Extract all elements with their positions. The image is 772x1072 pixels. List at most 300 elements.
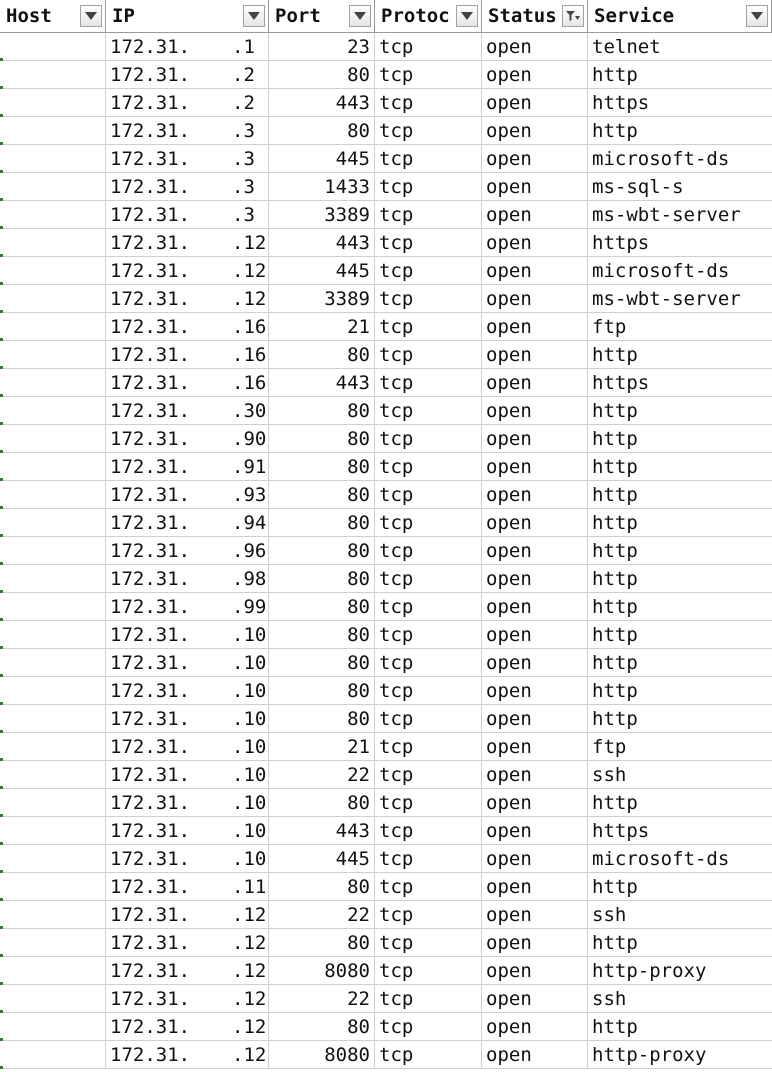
service-cell[interactable]: http: [588, 649, 772, 677]
service-cell[interactable]: ftp: [588, 313, 772, 341]
port-cell[interactable]: 80: [269, 341, 375, 369]
service-cell[interactable]: ms-sql-s: [588, 173, 772, 201]
protocol-cell[interactable]: tcp: [375, 1041, 482, 1069]
ip-prefix: 172.31.: [110, 92, 191, 114]
table-row: [0, 677, 772, 705]
ip-cell[interactable]: [106, 89, 269, 117]
port-cell[interactable]: 8080: [269, 957, 375, 985]
ip-cell[interactable]: [106, 509, 269, 537]
table-row: [0, 285, 772, 313]
status-cell[interactable]: open: [482, 89, 588, 117]
host-cell[interactable]: [0, 89, 106, 117]
ip-suffix: .16: [232, 316, 267, 338]
ip-cell[interactable]: [106, 425, 269, 453]
ip-prefix: 172.31.: [110, 1016, 191, 1038]
table-row: [0, 173, 772, 201]
protocol-cell[interactable]: tcp: [375, 453, 482, 481]
ip-prefix: 172.31.: [110, 232, 191, 254]
port-cell[interactable]: 443: [269, 369, 375, 397]
ip-suffix: .10: [232, 792, 267, 814]
protocol-cell[interactable]: tcp: [375, 201, 482, 229]
host-cell[interactable]: [0, 565, 106, 593]
ip-cell[interactable]: [106, 789, 269, 817]
chevron-down-icon: [247, 11, 261, 21]
port-cell[interactable]: 80: [269, 565, 375, 593]
ip-cell[interactable]: [106, 313, 269, 341]
status-cell[interactable]: open: [482, 789, 588, 817]
status-cell[interactable]: open: [482, 677, 588, 705]
table-row: [0, 341, 772, 369]
host-cell[interactable]: [0, 33, 106, 61]
status-cell[interactable]: open: [482, 985, 588, 1013]
ip-suffix: .10: [232, 708, 267, 730]
port-cell[interactable]: 80: [269, 621, 375, 649]
port-cell[interactable]: 80: [269, 705, 375, 733]
port-cell[interactable]: 22: [269, 901, 375, 929]
service-cell[interactable]: http-proxy: [588, 957, 772, 985]
protocol-cell[interactable]: tcp: [375, 621, 482, 649]
protocol-cell[interactable]: tcp: [375, 929, 482, 957]
status-cell[interactable]: open: [482, 425, 588, 453]
protocol-cell[interactable]: tcp: [375, 481, 482, 509]
ip-suffix: .16: [232, 344, 267, 366]
protocol-cell[interactable]: tcp: [375, 817, 482, 845]
status-cell[interactable]: open: [482, 173, 588, 201]
filter-dropdown-button[interactable]: [456, 5, 478, 27]
host-cell[interactable]: [0, 1013, 106, 1041]
filter-active-button[interactable]: [562, 5, 584, 27]
service-cell[interactable]: ftp: [588, 733, 772, 761]
table-row: [0, 89, 772, 117]
protocol-cell[interactable]: tcp: [375, 901, 482, 929]
host-cell[interactable]: [0, 61, 106, 89]
port-cell[interactable]: 80: [269, 789, 375, 817]
port-cell[interactable]: 1433: [269, 173, 375, 201]
ip-cell[interactable]: [106, 201, 269, 229]
port-cell[interactable]: 80: [269, 509, 375, 537]
ip-cell[interactable]: [106, 1013, 269, 1041]
row-marker: [0, 590, 3, 593]
host-cell[interactable]: [0, 985, 106, 1013]
status-cell[interactable]: open: [482, 509, 588, 537]
column-header-port[interactable]: [269, 0, 375, 32]
ip-suffix: .2: [232, 92, 255, 114]
port-cell[interactable]: 443: [269, 229, 375, 257]
ip-cell[interactable]: [106, 481, 269, 509]
ip-cell[interactable]: [106, 873, 269, 901]
ip-suffix: .16: [232, 372, 267, 394]
port-cell[interactable]: 80: [269, 61, 375, 89]
protocol-cell[interactable]: tcp: [375, 873, 482, 901]
host-cell[interactable]: [0, 453, 106, 481]
table-row: [0, 593, 772, 621]
status-cell[interactable]: open: [482, 733, 588, 761]
service-cell[interactable]: https: [588, 817, 772, 845]
column-header-protocol[interactable]: [375, 0, 482, 32]
service-cell[interactable]: http: [588, 453, 772, 481]
filter-dropdown-button[interactable]: [80, 5, 102, 27]
service-cell[interactable]: http: [588, 117, 772, 145]
status-cell[interactable]: open: [482, 257, 588, 285]
ip-prefix: 172.31.: [110, 708, 191, 730]
host-cell[interactable]: [0, 621, 106, 649]
ip-suffix: .3: [232, 120, 255, 142]
ip-cell[interactable]: [106, 705, 269, 733]
ip-prefix: 172.31.: [110, 36, 191, 58]
row-marker: [0, 842, 3, 845]
header-row: [0, 0, 772, 33]
host-cell[interactable]: [0, 509, 106, 537]
protocol-cell[interactable]: tcp: [375, 509, 482, 537]
ip-cell[interactable]: [106, 341, 269, 369]
host-cell[interactable]: [0, 117, 106, 145]
host-cell[interactable]: [0, 789, 106, 817]
row-marker: [0, 254, 3, 257]
ip-cell[interactable]: [106, 61, 269, 89]
ip-prefix: 172.31.: [110, 624, 191, 646]
protocol-cell[interactable]: tcp: [375, 789, 482, 817]
status-cell[interactable]: open: [482, 565, 588, 593]
row-marker: [0, 870, 3, 873]
service-cell[interactable]: http: [588, 397, 772, 425]
status-cell[interactable]: open: [482, 453, 588, 481]
host-cell[interactable]: [0, 845, 106, 873]
ip-prefix: 172.31.: [110, 204, 191, 226]
protocol-cell[interactable]: tcp: [375, 145, 482, 173]
status-cell[interactable]: open: [482, 705, 588, 733]
status-cell[interactable]: open: [482, 229, 588, 257]
row-marker: [0, 646, 3, 649]
service-cell[interactable]: http: [588, 677, 772, 705]
ip-cell[interactable]: [106, 985, 269, 1013]
port-cell[interactable]: 80: [269, 453, 375, 481]
ip-suffix: .96: [232, 540, 267, 562]
status-cell[interactable]: open: [482, 621, 588, 649]
ip-cell[interactable]: [106, 173, 269, 201]
port-cell[interactable]: 445: [269, 257, 375, 285]
protocol-cell[interactable]: tcp: [375, 313, 482, 341]
host-cell[interactable]: [0, 705, 106, 733]
ip-prefix: 172.31.: [110, 120, 191, 142]
service-cell[interactable]: http: [588, 929, 772, 957]
host-cell[interactable]: [0, 677, 106, 705]
host-cell[interactable]: [0, 285, 106, 313]
table-row: [0, 61, 772, 89]
service-cell[interactable]: http: [588, 705, 772, 733]
host-cell[interactable]: [0, 1041, 106, 1069]
column-header-service[interactable]: [588, 0, 772, 32]
port-cell[interactable]: 80: [269, 425, 375, 453]
protocol-cell[interactable]: tcp: [375, 649, 482, 677]
host-cell[interactable]: [0, 229, 106, 257]
protocol-cell[interactable]: tcp: [375, 845, 482, 873]
service-cell[interactable]: https: [588, 369, 772, 397]
port-cell[interactable]: 80: [269, 593, 375, 621]
port-cell[interactable]: 80: [269, 1013, 375, 1041]
protocol-cell[interactable]: tcp: [375, 173, 482, 201]
protocol-cell[interactable]: tcp: [375, 565, 482, 593]
ip-cell[interactable]: [106, 649, 269, 677]
service-cell[interactable]: ssh: [588, 901, 772, 929]
ip-prefix: 172.31.: [110, 540, 191, 562]
status-cell[interactable]: open: [482, 1041, 588, 1069]
host-cell[interactable]: [0, 201, 106, 229]
service-cell[interactable]: http: [588, 341, 772, 369]
status-cell[interactable]: open: [482, 397, 588, 425]
protocol-cell[interactable]: tcp: [375, 117, 482, 145]
host-cell[interactable]: [0, 257, 106, 285]
row-marker: [0, 1066, 3, 1069]
row-marker: [0, 674, 3, 677]
column-header-ip[interactable]: [106, 0, 269, 32]
protocol-cell[interactable]: tcp: [375, 285, 482, 313]
host-cell[interactable]: [0, 873, 106, 901]
ip-cell[interactable]: [106, 845, 269, 873]
host-cell[interactable]: [0, 313, 106, 341]
status-cell[interactable]: open: [482, 817, 588, 845]
column-header-host[interactable]: [0, 0, 106, 32]
host-cell[interactable]: [0, 929, 106, 957]
service-cell[interactable]: http: [588, 537, 772, 565]
status-cell[interactable]: open: [482, 117, 588, 145]
ip-prefix: 172.31.: [110, 456, 191, 478]
host-cell[interactable]: [0, 145, 106, 173]
service-cell[interactable]: https: [588, 229, 772, 257]
row-marker: [0, 814, 3, 817]
service-cell[interactable]: ms-wbt-server: [588, 201, 772, 229]
service-cell[interactable]: ssh: [588, 985, 772, 1013]
table-row: [0, 1041, 772, 1069]
host-cell[interactable]: [0, 901, 106, 929]
service-cell[interactable]: http: [588, 509, 772, 537]
ip-cell[interactable]: [106, 901, 269, 929]
host-cell[interactable]: [0, 369, 106, 397]
port-cell[interactable]: 445: [269, 145, 375, 173]
table-body: [0, 33, 772, 1069]
ip-cell[interactable]: [106, 761, 269, 789]
table-row: [0, 957, 772, 985]
ip-suffix: .10: [232, 652, 267, 674]
filter-dropdown-button[interactable]: [243, 5, 265, 27]
column-header-label: Status: [488, 5, 557, 27]
ip-suffix: .10: [232, 680, 267, 702]
table-row: [0, 145, 772, 173]
ip-suffix: .93: [232, 484, 267, 506]
service-cell[interactable]: http: [588, 593, 772, 621]
ip-cell[interactable]: [106, 817, 269, 845]
port-cell[interactable]: 8080: [269, 1041, 375, 1069]
protocol-cell[interactable]: tcp: [375, 397, 482, 425]
protocol-cell[interactable]: tcp: [375, 761, 482, 789]
row-marker: [0, 394, 3, 397]
ip-cell[interactable]: [106, 33, 269, 61]
ip-cell[interactable]: [106, 957, 269, 985]
ip-cell[interactable]: [106, 677, 269, 705]
service-cell[interactable]: http-proxy: [588, 1041, 772, 1069]
port-cell[interactable]: 21: [269, 733, 375, 761]
row-marker: [0, 926, 3, 929]
protocol-cell[interactable]: tcp: [375, 593, 482, 621]
protocol-cell[interactable]: tcp: [375, 537, 482, 565]
row-marker: [0, 338, 3, 341]
ip-suffix: .3: [232, 204, 255, 226]
filter-dropdown-button[interactable]: [349, 5, 371, 27]
service-cell[interactable]: http: [588, 565, 772, 593]
protocol-cell[interactable]: tcp: [375, 257, 482, 285]
service-cell[interactable]: http: [588, 789, 772, 817]
host-cell[interactable]: [0, 761, 106, 789]
ip-suffix: .12: [232, 288, 267, 310]
host-cell[interactable]: [0, 397, 106, 425]
protocol-cell[interactable]: tcp: [375, 61, 482, 89]
ip-cell[interactable]: [106, 537, 269, 565]
status-cell[interactable]: open: [482, 761, 588, 789]
protocol-cell[interactable]: tcp: [375, 341, 482, 369]
host-cell[interactable]: [0, 173, 106, 201]
port-cell[interactable]: 80: [269, 397, 375, 425]
protocol-cell[interactable]: tcp: [375, 957, 482, 985]
table-row: [0, 453, 772, 481]
table-row: [0, 397, 772, 425]
ip-prefix: 172.31.: [110, 372, 191, 394]
host-cell[interactable]: [0, 733, 106, 761]
service-cell[interactable]: http: [588, 873, 772, 901]
chevron-down-icon: [460, 11, 474, 21]
row-marker: [0, 898, 3, 901]
status-cell[interactable]: open: [482, 537, 588, 565]
status-cell[interactable]: open: [482, 285, 588, 313]
status-cell[interactable]: open: [482, 929, 588, 957]
port-cell[interactable]: 80: [269, 537, 375, 565]
service-cell[interactable]: ms-wbt-server: [588, 285, 772, 313]
host-cell[interactable]: [0, 481, 106, 509]
protocol-cell[interactable]: tcp: [375, 677, 482, 705]
host-cell[interactable]: [0, 957, 106, 985]
port-cell[interactable]: 80: [269, 929, 375, 957]
service-cell[interactable]: http: [588, 61, 772, 89]
protocol-cell[interactable]: tcp: [375, 33, 482, 61]
service-cell[interactable]: http: [588, 481, 772, 509]
port-cell[interactable]: 80: [269, 649, 375, 677]
ip-cell[interactable]: [106, 733, 269, 761]
port-cell[interactable]: 80: [269, 677, 375, 705]
ip-cell[interactable]: [106, 453, 269, 481]
service-cell[interactable]: microsoft-ds: [588, 257, 772, 285]
port-cell[interactable]: 445: [269, 845, 375, 873]
service-cell[interactable]: http: [588, 425, 772, 453]
host-cell[interactable]: [0, 817, 106, 845]
port-cell[interactable]: 3389: [269, 285, 375, 313]
port-cell[interactable]: 80: [269, 873, 375, 901]
service-cell[interactable]: http: [588, 621, 772, 649]
status-cell[interactable]: open: [482, 957, 588, 985]
protocol-cell[interactable]: tcp: [375, 229, 482, 257]
ip-suffix: .12: [232, 260, 267, 282]
service-cell[interactable]: microsoft-ds: [588, 845, 772, 873]
status-cell[interactable]: open: [482, 1013, 588, 1041]
ip-cell[interactable]: [106, 397, 269, 425]
protocol-cell[interactable]: tcp: [375, 89, 482, 117]
protocol-cell[interactable]: tcp: [375, 1013, 482, 1041]
status-cell[interactable]: open: [482, 369, 588, 397]
ip-cell[interactable]: [106, 929, 269, 957]
service-cell[interactable]: telnet: [588, 33, 772, 61]
ip-cell[interactable]: [106, 565, 269, 593]
protocol-cell[interactable]: tcp: [375, 369, 482, 397]
status-cell[interactable]: open: [482, 33, 588, 61]
host-cell[interactable]: [0, 593, 106, 621]
service-cell[interactable]: https: [588, 89, 772, 117]
status-cell[interactable]: open: [482, 481, 588, 509]
service-cell[interactable]: microsoft-ds: [588, 145, 772, 173]
status-cell[interactable]: open: [482, 593, 588, 621]
table-row: [0, 537, 772, 565]
host-cell[interactable]: [0, 425, 106, 453]
port-cell[interactable]: 3389: [269, 201, 375, 229]
table-row: [0, 1013, 772, 1041]
status-cell[interactable]: open: [482, 901, 588, 929]
status-cell[interactable]: open: [482, 61, 588, 89]
status-cell[interactable]: open: [482, 873, 588, 901]
port-cell[interactable]: 23: [269, 33, 375, 61]
ip-cell[interactable]: [106, 1041, 269, 1069]
row-marker: [0, 730, 3, 733]
port-cell[interactable]: 21: [269, 313, 375, 341]
ip-prefix: 172.31.: [110, 288, 191, 310]
port-cell[interactable]: 22: [269, 761, 375, 789]
status-cell[interactable]: open: [482, 341, 588, 369]
host-cell[interactable]: [0, 537, 106, 565]
ip-suffix: .3: [232, 148, 255, 170]
status-cell[interactable]: open: [482, 145, 588, 173]
ip-cell[interactable]: [106, 229, 269, 257]
protocol-cell[interactable]: tcp: [375, 733, 482, 761]
port-cell[interactable]: 80: [269, 117, 375, 145]
service-cell[interactable]: http: [588, 1013, 772, 1041]
filter-dropdown-button[interactable]: [746, 5, 768, 27]
ip-prefix: 172.31.: [110, 176, 191, 198]
protocol-cell[interactable]: tcp: [375, 705, 482, 733]
protocol-cell[interactable]: tcp: [375, 985, 482, 1013]
port-cell[interactable]: 80: [269, 481, 375, 509]
ip-cell[interactable]: [106, 257, 269, 285]
table-row: [0, 761, 772, 789]
ip-cell[interactable]: [106, 621, 269, 649]
port-cell[interactable]: 22: [269, 985, 375, 1013]
ip-cell[interactable]: [106, 593, 269, 621]
port-cell[interactable]: 443: [269, 817, 375, 845]
ip-cell[interactable]: [106, 117, 269, 145]
ip-cell[interactable]: [106, 369, 269, 397]
status-cell[interactable]: open: [482, 313, 588, 341]
host-cell[interactable]: [0, 341, 106, 369]
status-cell[interactable]: open: [482, 649, 588, 677]
ip-prefix: 172.31.: [110, 792, 191, 814]
ip-cell[interactable]: [106, 285, 269, 313]
ip-cell[interactable]: [106, 145, 269, 173]
status-cell[interactable]: open: [482, 845, 588, 873]
service-cell[interactable]: ssh: [588, 761, 772, 789]
host-cell[interactable]: [0, 649, 106, 677]
status-cell[interactable]: open: [482, 201, 588, 229]
table-row: [0, 117, 772, 145]
row-marker: [0, 366, 3, 369]
ip-suffix: .12: [232, 988, 267, 1010]
port-cell[interactable]: 443: [269, 89, 375, 117]
protocol-cell[interactable]: tcp: [375, 425, 482, 453]
column-header-status[interactable]: [482, 0, 588, 32]
table-row: [0, 789, 772, 817]
